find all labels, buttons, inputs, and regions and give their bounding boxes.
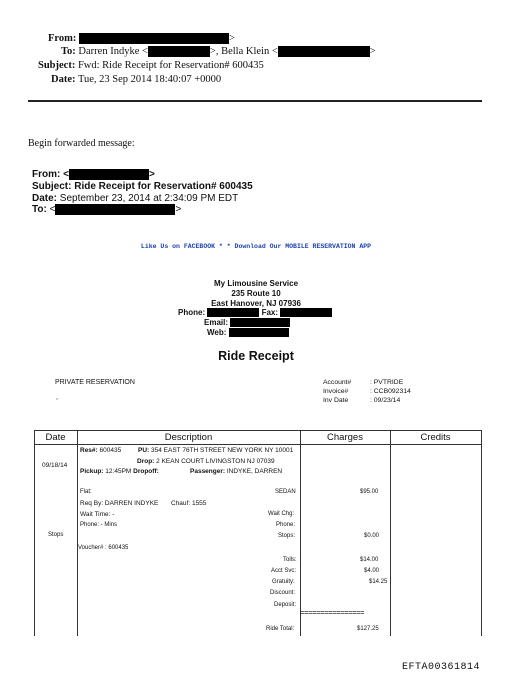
account-block xyxy=(323,378,411,405)
stops-amount: $0.00 xyxy=(364,533,380,539)
header-divider xyxy=(28,100,482,102)
web-label: Web: xyxy=(207,328,227,337)
company-city: East Hanover, NJ 07936 xyxy=(211,299,301,308)
pu-value: 354 EAST 76TH STREET NEW YORK NY 10001 xyxy=(151,447,294,454)
fwd-from-bracket: < xyxy=(63,169,69,181)
table-right-border xyxy=(481,430,482,636)
tolls-amount: $14.00 xyxy=(360,557,379,563)
fax-label: Fax: xyxy=(261,308,279,317)
res-value: 600435 xyxy=(99,447,122,454)
fwd-to-bracket-close: > xyxy=(175,204,182,216)
email-subject-line xyxy=(38,60,264,71)
wait-chg-label: Wait Chg: xyxy=(268,511,295,517)
email-to-line xyxy=(61,46,376,57)
vehicle-type: SEDAN xyxy=(275,489,296,495)
gratuity-amount: $14.25 xyxy=(369,579,388,585)
discount-label: Discount: xyxy=(270,590,296,596)
ride-total-amount: $127.25 xyxy=(357,626,379,632)
ride-total-label: Ride Total: xyxy=(266,626,295,632)
redaction-bar xyxy=(69,169,149,180)
chauffeur: Chauf: 1555 xyxy=(171,500,207,507)
to-recipient-2: >, Bella Klein < xyxy=(209,46,278,57)
row-date: 09/18/14 xyxy=(42,462,68,469)
table-col-divider xyxy=(300,430,301,636)
address-comma: , xyxy=(56,394,58,401)
to-bracket: > xyxy=(369,46,376,57)
fwd-from-bracket-close: > xyxy=(148,169,155,181)
table-col-divider xyxy=(390,430,391,636)
redaction-bar xyxy=(278,46,370,57)
drop-label: Drop: xyxy=(137,458,155,465)
phone-charge-label: Phone: xyxy=(276,522,296,528)
redaction-bar xyxy=(148,46,210,57)
email-date-line xyxy=(51,74,221,85)
fwd-date-label: Date: xyxy=(32,193,58,204)
email-date: Tue, 23 Sep 2014 18:40:07 +0000 xyxy=(77,74,222,85)
forward-intro: Begin forwarded message: xyxy=(28,138,135,149)
email-from-line xyxy=(48,33,235,44)
res-label: Res#: xyxy=(80,447,98,454)
drop-line xyxy=(137,458,275,465)
email-label: Email: xyxy=(204,318,229,327)
col-header-date: Date xyxy=(45,432,66,443)
acct-svc-label: Acct Svc: xyxy=(271,568,297,574)
company-street: 235 Route 10 xyxy=(231,289,281,298)
fwd-subject-line xyxy=(32,181,253,192)
account-label: Account# xyxy=(323,379,352,386)
drop-value: 2 KEAN COURT LIVINGSTON NJ 07039 xyxy=(156,458,275,465)
redaction-bar xyxy=(79,33,229,44)
deposit-label: Deposit: xyxy=(274,602,297,608)
requested-by: Req By: DARREN INDYKE xyxy=(80,500,159,507)
fwd-subject-label: Subject: xyxy=(32,181,72,192)
total-separator: ================ xyxy=(300,610,365,618)
pickup-line xyxy=(80,468,159,475)
voucher: Voucher# : 600435 xyxy=(78,545,129,551)
fwd-to-bracket: < xyxy=(49,204,56,216)
receipt-title: Ride Receipt xyxy=(218,349,294,363)
phone-mins: Phone: - Mins xyxy=(80,522,118,528)
inv-date-value: : 09/23/14 xyxy=(370,397,401,404)
fwd-date: September 23, 2014 at 2:34:09 PM EDT xyxy=(59,193,239,204)
to-label: To: xyxy=(61,46,76,57)
stops-label: Stops: xyxy=(278,533,296,539)
dropoff-label: Dropoff: xyxy=(133,468,159,475)
table-col-divider xyxy=(77,430,78,636)
company-phone-line xyxy=(178,308,332,317)
invoice-label: Invoice# xyxy=(323,388,349,395)
redaction-bar xyxy=(280,308,332,317)
date-label: Date: xyxy=(51,74,76,85)
pickup-value: 12:45PM xyxy=(105,468,132,475)
col-header-charges: Charges xyxy=(327,432,363,443)
table-header-border xyxy=(34,444,482,445)
passenger-label: Passenger: xyxy=(190,468,226,475)
col-header-credits: Credits xyxy=(420,432,451,443)
reservation-type: PRIVATE RESERVATION xyxy=(55,379,135,386)
stops-left-label: Stops xyxy=(48,532,64,538)
document-id: EFTA00361814 xyxy=(402,662,481,673)
invoice-value: : CCB092314 xyxy=(370,388,411,395)
from-bracket: > xyxy=(229,33,235,44)
redaction-bar xyxy=(207,308,259,317)
fwd-to-label: To: xyxy=(32,204,47,216)
from-label: From: xyxy=(48,33,77,44)
wait-time: Wait Time: - xyxy=(80,511,115,518)
email-subject: Fwd: Ride Receipt for Reservation# 600435 xyxy=(77,60,264,71)
acct-svc-amount: $4.00 xyxy=(364,568,380,574)
passenger-line xyxy=(190,468,282,475)
company-web-line xyxy=(207,328,289,337)
to-recipient-1: Darren Indyke < xyxy=(78,46,148,57)
table-left-border xyxy=(34,430,35,636)
inv-date-label: Inv Date xyxy=(323,397,349,404)
fwd-from-line xyxy=(32,169,155,180)
account-value: : PVTRIDE xyxy=(370,379,404,386)
redaction-bar xyxy=(55,204,175,215)
pu-label: PU: xyxy=(138,447,150,454)
redaction-bar xyxy=(229,328,289,337)
col-header-description: Description xyxy=(164,432,213,443)
company-name: My Limousine Service xyxy=(213,279,299,288)
gratuity-label: Gratuity: xyxy=(272,579,295,585)
res-line xyxy=(80,447,121,454)
passenger-value: INDYKE, DARREN xyxy=(226,468,283,475)
fwd-from-label: From: xyxy=(32,169,61,181)
fwd-to-line xyxy=(32,204,181,215)
pickup-label: Pickup: xyxy=(80,468,104,475)
redaction-bar xyxy=(230,318,290,327)
pu-line xyxy=(138,447,293,454)
flat-label: Flat: xyxy=(80,489,92,495)
table-top-border xyxy=(34,430,482,431)
subject-label: Subject: xyxy=(38,60,76,71)
phone-label: Phone: xyxy=(178,308,206,317)
tolls-label: Tolls: xyxy=(283,557,297,563)
fwd-date-line xyxy=(32,193,238,204)
promo-link[interactable]: Like Us on FACEBOOK * * Download Our MOBILE RESERVATION APP xyxy=(140,243,372,250)
fwd-subject: Ride Receipt for Reservation# 600435 xyxy=(74,181,253,192)
company-email-line xyxy=(204,318,290,327)
flat-amount: $95.00 xyxy=(360,489,379,495)
